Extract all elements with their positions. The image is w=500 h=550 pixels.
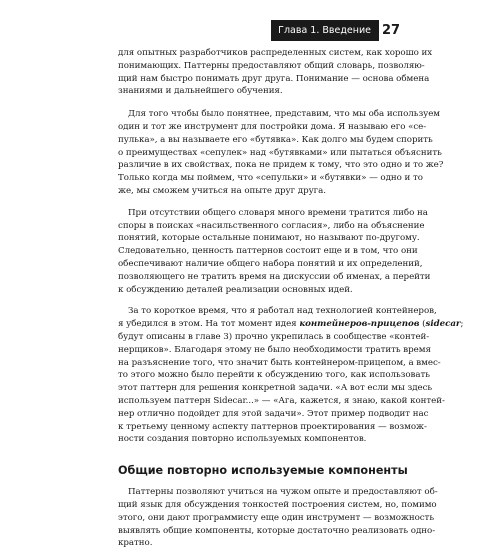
text-run: я убедился в этом. На тот момент идея [118, 319, 300, 330]
text-line: нер отлично подойдет для этой задачи». Этот пример подводит нас [118, 408, 429, 419]
text-line: выявлять общие компоненты, которые достаточно реализовать одно- [118, 525, 436, 536]
page-body [118, 47, 464, 550]
text-run: ; [460, 319, 464, 330]
running-header [271, 20, 379, 41]
text-line: этого, они дают программисту еще один инструмент — возможность [118, 512, 434, 523]
text-line: же, мы сможем учиться на опыте друг друга. [118, 185, 327, 196]
text-line: щий нам быстро понимать друг друга. Понимание — основа обмена [118, 73, 430, 84]
text-line: к третьему ценному аспекту паттернов проектирования — возмож- [118, 421, 427, 432]
text-line: пулька», а вы называете его «бутявка». Как долго мы будем спорить [118, 134, 433, 145]
text-line: о преимуществах «сепулек» над «бутявками» или пытаться объяснить [118, 147, 442, 158]
text-line: различие в их свойствах, пока не придем к тому, что это одно и то же? [118, 160, 444, 171]
text-line: будут описаны в главе 3) прочно укрепилась в сообществе «контей- [118, 331, 430, 342]
text-line: щий язык для обсуждения тонкостей построения систем, но, помимо [118, 499, 437, 510]
text-line: Паттерны позволяют учиться на чужом опыте и предоставляют об- [128, 487, 438, 498]
text-line: При отсутствии общего словаря много времени тратится либо на [128, 207, 428, 218]
text-line: ности создания повторно используемых компонентов. [118, 434, 367, 445]
text-line: кратно. [118, 538, 153, 549]
paragraph-4 [118, 305, 464, 446]
text-line [118, 318, 464, 331]
text-line: этот паттерн для решения конкретной задачи. «А вот если мы здесь [118, 383, 433, 394]
paragraph-2 [118, 108, 444, 198]
paragraph-1 [118, 47, 433, 98]
text-line: к обсуждению деталей реализации основных идей. [118, 284, 353, 295]
text-line: обеспечивают наличие общего набора понятий и их определений, [118, 258, 423, 269]
section-heading: Общие повторно используемые компоненты [118, 464, 408, 478]
paragraph-3 [118, 207, 431, 297]
text-line: для опытных разработчиков распределенных систем, как хорошо их [118, 48, 433, 58]
text-line: Для того чтобы было понятнее, представим, что мы оба используем [128, 109, 440, 120]
text-line: один и тот же инструмент для постройки дома. Я называю его «се- [118, 121, 427, 132]
text-line: то этого можно было перейти к обсуждению того, как использовать [118, 370, 430, 381]
text-line: используем паттерн Sidecar...» — «Ага, кажется, я знаю, какой контей- [118, 395, 445, 406]
text-line: позволяющего не тратить время на дискуссии об именах, а перейти [118, 271, 431, 282]
term-emphasis: контейнеров-прицепов [299, 319, 420, 330]
chapter-title: Глава 1. Введение [278, 25, 371, 36]
text-line: понятий, которые остальные понимают, но называют по-другому. [118, 233, 420, 244]
text-line: понимающих. Паттерны предоставляют общий словарь, позволяю- [118, 60, 425, 71]
term-emphasis: sidecar [425, 319, 461, 330]
section-paragraph [118, 486, 438, 550]
text-line: знаниями и дальнейшего обучения. [118, 86, 283, 97]
text-line: Следовательно, ценность паттернов состоит еще и в том, что они [118, 246, 418, 257]
page-number: 27 [382, 23, 401, 38]
text-line: Только когда мы поймем, что «сепульки» и «бутявки» — одно и то [118, 173, 423, 184]
text-line: на разъяснение того, что значит быть контейнером-прицепом, а вмес- [118, 357, 441, 368]
text-line: За то короткое время, что я работал над технологией контейнеров, [128, 306, 437, 317]
text-line: нерщиков». Благодаря этому не было необходимости тратить время [118, 344, 431, 355]
text-run: ( [419, 319, 426, 330]
text-line: споры в поисках «насильственного согласия», либо на объяснение [118, 220, 425, 231]
